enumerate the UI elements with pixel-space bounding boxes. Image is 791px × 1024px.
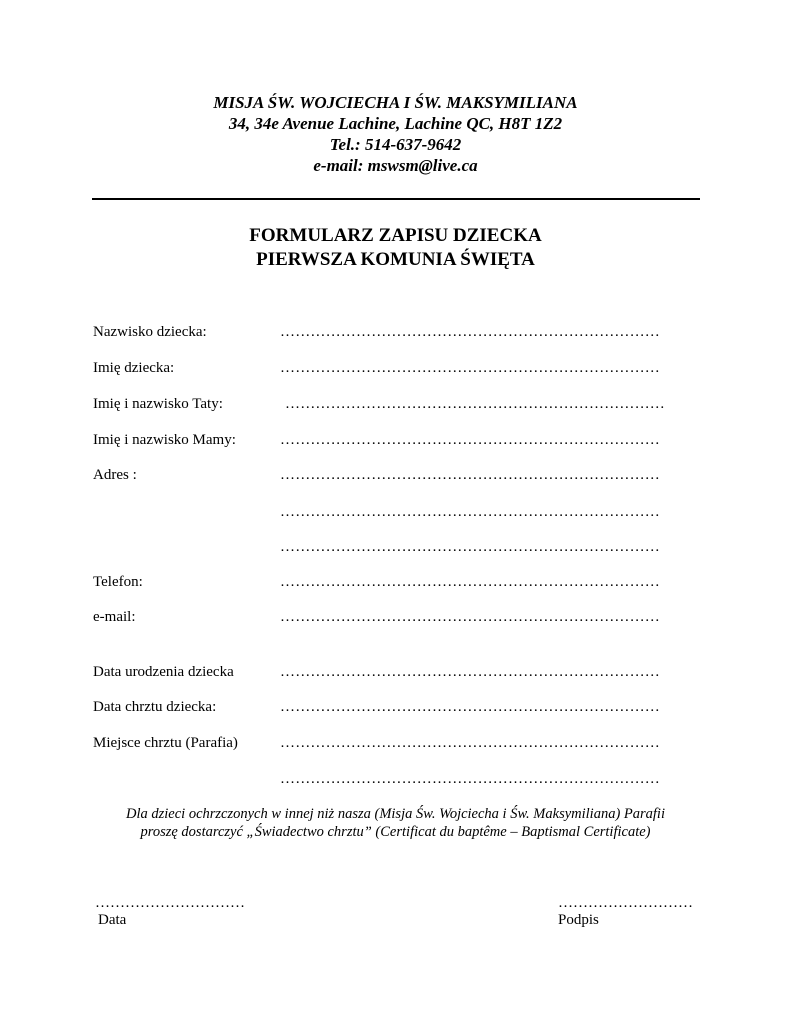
note-line2: proszę dostarczyć „Świadectwo chrztu” (Certificat du baptême – Baptismal Certificate) bbox=[140, 824, 651, 840]
field-label: Imię dziecka: bbox=[93, 360, 175, 376]
field-address-line3 bbox=[93, 539, 693, 559]
form-title-line2: PIERWSZA KOMUNIA ŚWIĘTA bbox=[256, 249, 535, 270]
field-label: Imię i nazwisko Taty: bbox=[93, 396, 223, 412]
fill-in-line[interactable]: ………………………………………………………………… bbox=[280, 539, 660, 555]
field-label: e-mail: bbox=[93, 609, 136, 625]
field-mother bbox=[93, 432, 693, 452]
fill-in-line[interactable]: ………………………………………………………………… bbox=[280, 664, 660, 680]
mission-name: MISJA ŚW. WOJCIECHA I ŚW. MAKSYMILIANA bbox=[213, 93, 578, 112]
fill-in-line[interactable]: ………………………………………………………………… bbox=[280, 699, 660, 715]
field-child-surname bbox=[93, 324, 693, 344]
field-label: Telefon: bbox=[93, 574, 143, 590]
field-baptism-place-line2 bbox=[93, 771, 693, 791]
signature-label: Podpis bbox=[558, 912, 599, 928]
fill-in-line[interactable]: ………………………………………………………………… bbox=[280, 467, 660, 483]
note-line1: Dla dzieci ochrzczonych w innej niż nasza (Misja Św. Wojciecha i Św. Maksymiliana) Parafii bbox=[126, 806, 665, 822]
field-baptism-place bbox=[93, 735, 693, 755]
mission-phone: Tel.: 514-637-9642 bbox=[329, 135, 462, 154]
field-address-line2 bbox=[93, 504, 693, 524]
baptism-certificate-note bbox=[0, 805, 791, 841]
fill-in-line[interactable]: ………………………………………………………………… bbox=[280, 574, 660, 590]
signature-fill-in-line[interactable]: ……………………… bbox=[558, 895, 693, 911]
fill-in-line[interactable]: ………………………………………………………………… bbox=[280, 735, 660, 751]
mission-header bbox=[0, 92, 791, 176]
field-father bbox=[93, 396, 693, 416]
field-child-name bbox=[93, 360, 693, 380]
field-baptism-date bbox=[93, 699, 693, 719]
form-title-line1: FORMULARZ ZAPISU DZIECKA bbox=[249, 225, 542, 246]
mission-email: e-mail: mswsm@live.ca bbox=[313, 156, 478, 175]
field-label: Miejsce chrztu (Parafia) bbox=[93, 735, 238, 751]
field-label: Adres : bbox=[93, 467, 137, 483]
fill-in-line[interactable]: ………………………………………………………………… bbox=[280, 360, 660, 376]
field-birth-date bbox=[93, 664, 693, 684]
field-label: Data chrztu dziecka: bbox=[93, 699, 217, 715]
date-label: Data bbox=[98, 912, 127, 928]
field-address bbox=[93, 467, 693, 487]
fill-in-line[interactable]: ………………………………………………………………… bbox=[280, 504, 660, 520]
form-title bbox=[0, 224, 791, 272]
header-divider bbox=[92, 198, 700, 200]
fill-in-line[interactable]: ………………………………………………………………… bbox=[280, 771, 660, 787]
field-phone bbox=[93, 574, 693, 594]
fill-in-line[interactable]: ………………………………………………………………… bbox=[285, 396, 665, 412]
field-label: Imię i nazwisko Mamy: bbox=[93, 432, 236, 448]
date-fill-in-line[interactable]: ………………………… bbox=[95, 895, 245, 911]
field-label: Nazwisko dziecka: bbox=[93, 324, 207, 340]
fill-in-line[interactable]: ………………………………………………………………… bbox=[280, 609, 660, 625]
field-label: Data urodzenia dziecka bbox=[93, 664, 234, 680]
fill-in-line[interactable]: ………………………………………………………………… bbox=[280, 324, 660, 340]
mission-address: 34, 34e Avenue Lachine, Lachine QC, H8T 1Z2 bbox=[228, 114, 563, 133]
field-email bbox=[93, 609, 693, 629]
fill-in-line[interactable]: ………………………………………………………………… bbox=[280, 432, 660, 448]
